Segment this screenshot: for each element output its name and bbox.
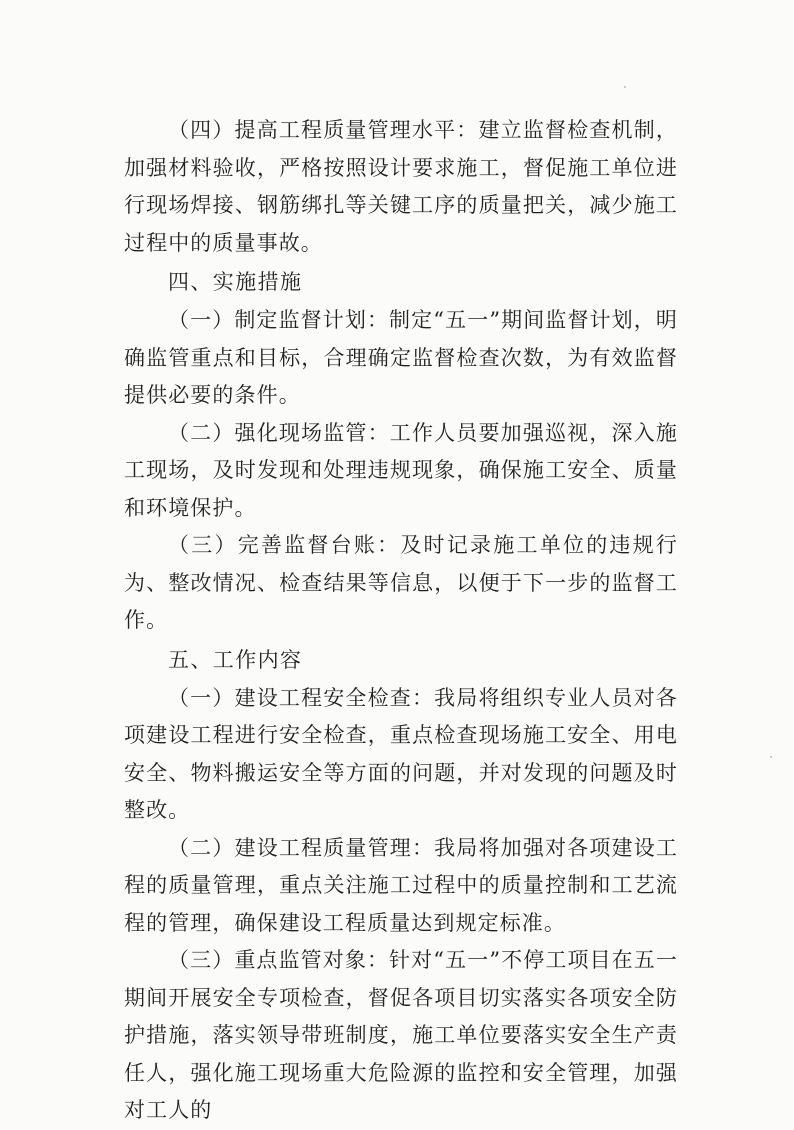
paragraph-number: （四）: [168, 118, 235, 142]
paragraph-number: （二）: [168, 420, 235, 445]
paragraph-number: （一）: [168, 685, 235, 710]
paragraph-number: （三）: [168, 948, 235, 972]
paragraph-number: （一）: [168, 308, 235, 332]
paragraph-supervision-ledger: [124, 527, 678, 640]
section-heading-implementation-measures: 四、实施措施: [168, 270, 303, 294]
paragraph-supervision-plan: [124, 302, 678, 415]
paragraph-quality-management: [124, 112, 678, 262]
paragraph-key-supervision-targets: [124, 942, 678, 1130]
paragraph-text: 提高工程质量管理水平：建立监督检查机制，加强材料验收，严格按照设计要求施工，督促施工单位进行现场焊接、钢筋绑扎等关键工序的质量把关，减少施工过程中的质量事故。: [124, 118, 678, 255]
paragraph-text: 制定监督计划：制定“五一”期间监督计划，明确监管重点和目标，合理确定监督检查次数，为有效监督提供必要的条件。: [124, 308, 678, 407]
paragraph-quality-control: [124, 830, 678, 943]
paragraph-text: 重点监管对象：针对“五一”不停工项目在五一期间开展安全专项检查，督促各项目切实落实各项安全防护措施，落实领导带班制度，施工单位要落实安全生产责任人，强化施工现场重大危险源的监控和安全管理，加强对工人的: [124, 948, 678, 1122]
scan-speck: [770, 756, 772, 758]
paragraph-text: 完善监督台账：及时记录施工单位的违规行为、整改情况、检查结果等信息，以便于下一步的监督工作。: [124, 533, 678, 632]
paragraph-number: （二）: [168, 835, 235, 860]
section-heading-work-content: 五、工作内容: [168, 647, 303, 672]
paragraph-number: （三）: [168, 533, 238, 557]
paragraph-text: 建设工程安全检查：我局将组织专业人员对各项建设工程进行安全检查，重点检查现场施工安全、用电安全、物料搬运安全等方面的问题，并对发现的问题及时整改。: [124, 685, 678, 822]
scan-speck: [624, 86, 626, 88]
paragraph-safety-inspection: [124, 680, 678, 830]
paragraph-text: 强化现场监管：工作人员要加强巡视，深入施工现场，及时发现和处理违规现象，确保施工安全、质量和环境保护。: [124, 420, 678, 520]
paragraph-text: 建设工程质量管理：我局将加强对各项建设工程的质量管理，重点关注施工过程中的质量控制和工艺流程的管理，确保建设工程质量达到规定标准。: [124, 835, 678, 935]
paragraph-site-supervision: [124, 415, 678, 528]
